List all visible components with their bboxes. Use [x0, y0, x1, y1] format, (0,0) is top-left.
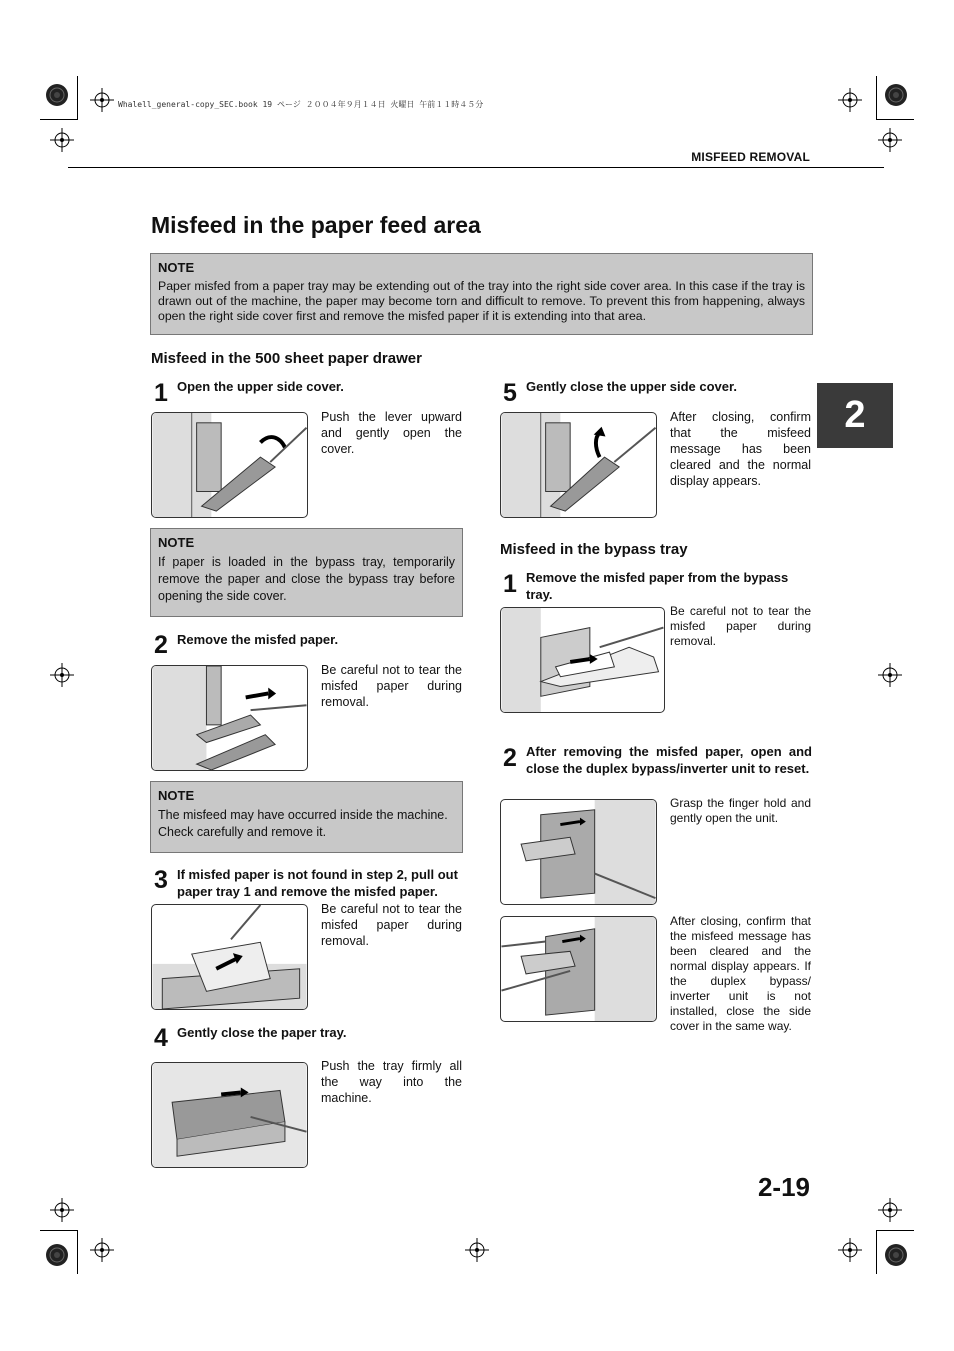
step-description: Be careful not to tear the misfed paper during removal.: [321, 663, 462, 709]
note-text: The misfeed may have occurred inside the machine. Check carefully and remove it.: [158, 808, 448, 839]
registration-mark: [884, 83, 908, 107]
step-title: After removing the misfed paper, open and close the duplex bypass/inverter unit to reset.: [526, 744, 812, 776]
step-title: Gently close the upper side cover.: [526, 379, 737, 394]
step-description: Be careful not to tear the misfed paper during removal.: [670, 604, 811, 648]
step-number: 2: [154, 631, 168, 659]
step-description: Push the lever upward and gently open the cover.: [321, 410, 462, 456]
step-title: Open the upper side cover.: [177, 379, 344, 394]
step-title: If misfed paper is not found in step 2, pull out paper tray 1 and remove the misfed paper.: [177, 867, 458, 899]
note-heading: NOTE: [158, 788, 195, 803]
bypass-subhead: Misfeed in the bypass tray: [500, 541, 688, 558]
close-side-cover-illustration: [500, 412, 657, 518]
crop-line: [876, 119, 914, 120]
remove-paper-illustration: [151, 665, 308, 771]
crosshair-mark: [50, 1198, 74, 1222]
crosshair-mark: [50, 128, 74, 152]
crosshair-mark: [838, 88, 862, 112]
drawer-subhead: Misfeed in the 500 sheet paper drawer: [151, 350, 422, 367]
step-number: 5: [503, 379, 517, 407]
crosshair-mark: [90, 88, 114, 112]
crop-line: [40, 1230, 78, 1231]
note-text: Paper misfed from a paper tray may be extending out of the tray into the right side cover area. In this case if the tray is drawn out of the machine, the paper may become torn and difficult to remove. To prevent this from happening, always open the right side cover first and remove the misfed paper if it is extending into that area.: [158, 279, 805, 323]
crosshair-mark: [50, 663, 74, 687]
step-description: After closing, confirm that the misfeed message has been cleared and the normal display appears.: [670, 410, 811, 488]
step-description: Be careful not to tear the misfed paper during removal.: [321, 902, 462, 948]
crop-line: [40, 119, 78, 120]
close-tray-illustration: [151, 1062, 308, 1168]
paper-tray-illustration: [151, 904, 308, 1010]
note-inside-machine: [150, 781, 463, 853]
registration-mark: [45, 83, 69, 107]
step-title: Remove the misfed paper.: [177, 632, 339, 647]
registration-mark: [45, 1243, 69, 1267]
crosshair-mark: [838, 1238, 862, 1262]
crop-line: [876, 1230, 914, 1231]
crosshair-mark: [878, 128, 902, 152]
crosshair-mark: [465, 1238, 489, 1262]
crop-line: [77, 76, 78, 120]
step-number: 4: [154, 1024, 168, 1052]
note-heading: NOTE: [158, 260, 195, 275]
open-side-cover-illustration: [151, 412, 308, 518]
crop-line: [876, 76, 877, 120]
step-description: After closing, confirm that the misfeed message has been cleared and the normal display appears. If the duplex bypass/ inverter unit is not installed, close the side cover in the same way.: [670, 914, 811, 1033]
bypass-tray-illustration: [500, 607, 665, 713]
close-duplex-unit-illustration: [500, 916, 657, 1022]
registration-mark: [884, 1243, 908, 1267]
section-title: MISFEED REMOVAL: [691, 150, 810, 164]
step-description: Push the tray firmly all the way into the machine.: [321, 1059, 462, 1105]
step-number: 1: [154, 379, 168, 407]
step-number: 2: [503, 744, 517, 772]
note-text: If paper is loaded in the bypass tray, temporarily remove the paper and close the bypass tray before opening the side cover.: [158, 555, 455, 603]
step-title: Remove the misfed paper from the bypass tray.: [526, 570, 789, 602]
page-number: 2-19: [757, 1172, 810, 1202]
chapter-tab: 2: [817, 383, 893, 448]
step-number: 1: [503, 570, 517, 598]
step-description: Grasp the finger hold and gently open the unit.: [670, 796, 811, 825]
note-heading: NOTE: [158, 535, 195, 550]
crosshair-mark: [90, 1238, 114, 1262]
file-info: Whalell_general-copy_SEC.book 19 ページ ２００４年９月１４日 火曜日 午前１１時４５分: [118, 100, 484, 109]
crosshair-mark: [878, 1198, 902, 1222]
note-bypass: [150, 528, 463, 617]
open-duplex-unit-illustration: [500, 799, 657, 905]
crosshair-mark: [878, 663, 902, 687]
crop-line: [77, 1230, 78, 1274]
step-title: Gently close the paper tray.: [177, 1025, 347, 1040]
page-title: Misfeed in the paper feed area: [151, 212, 481, 238]
top-note: [150, 253, 813, 335]
crop-line: [876, 1230, 877, 1274]
header-rule: [68, 167, 884, 168]
step-number: 3: [154, 866, 168, 894]
